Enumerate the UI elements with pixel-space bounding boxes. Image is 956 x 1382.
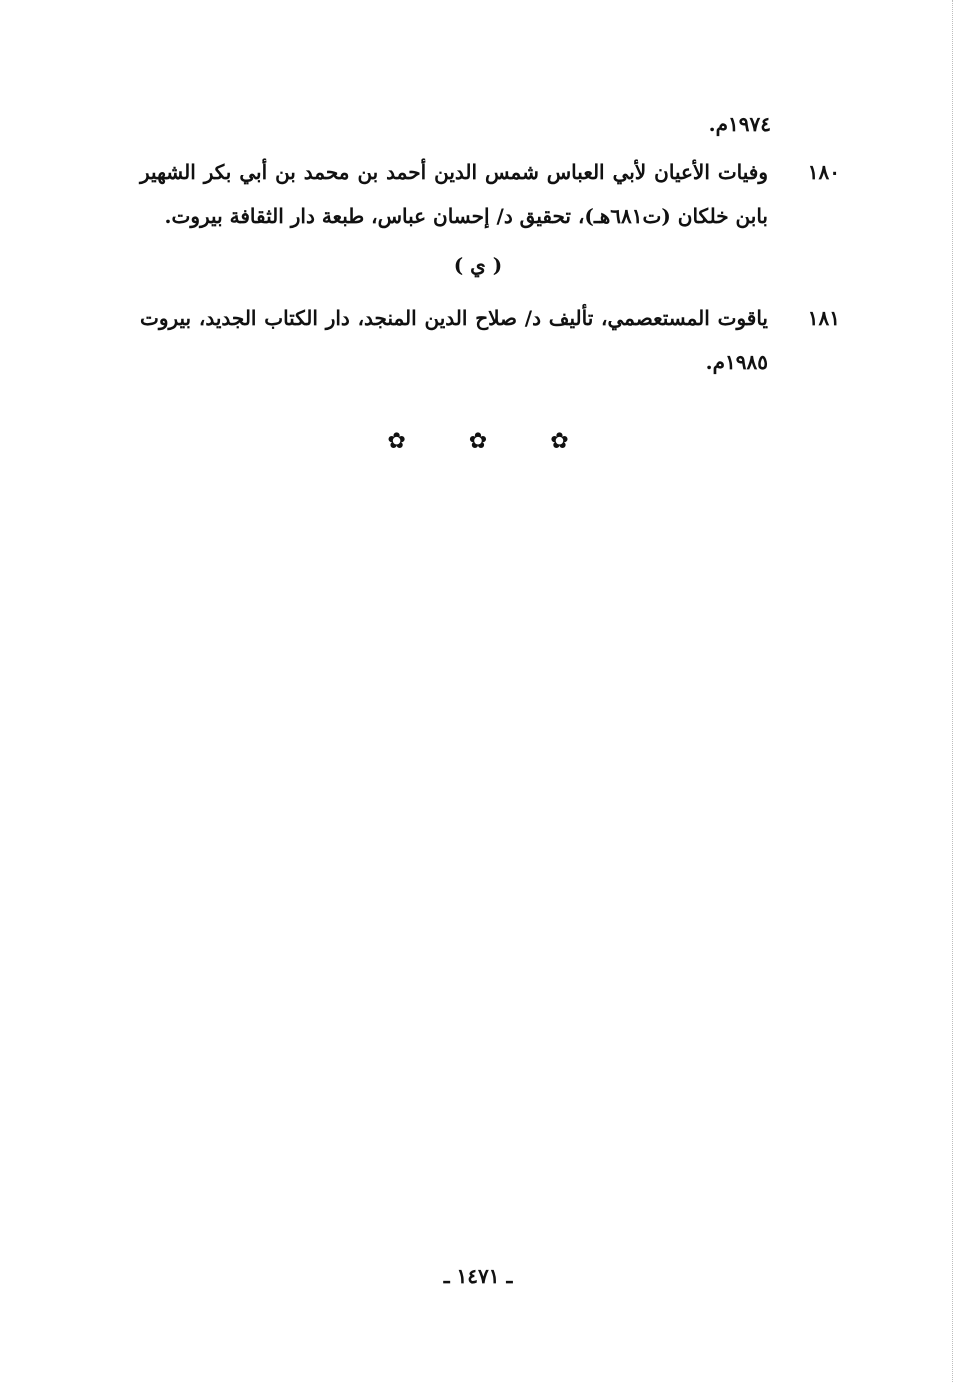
flower-ornament-icon: ✿ [387,429,406,454]
page-number: ـ ١٤٧١ ـ [443,1264,513,1288]
continuation-line: ١٩٧٤م. [708,112,771,136]
flower-ornament-icon: ✿ [550,429,569,454]
entry-text: ياقوت المستعصمي، تأليف د/ صلاح الدين المنجد، دار الكتاب الجديد، بيروت ١٩٨٥م. [140,306,768,374]
flower-ornament-icon: ✿ [468,429,488,454]
entry-number: ١٨٠ [807,160,840,184]
section-heading-letter: ( ي ) [453,253,503,277]
entry-text: وفيات الأعيان لأبي العباس شمس الدين أحمد بن محمد بن أبي بكر الشهير بابن خلكان (ت٦٨١هـ)، تحقيق د/ إحسان عباس، طبعة دار الثقافة بيروت. [140,160,768,228]
section-end-ornaments [0,429,956,454]
bibliography-entry [140,150,840,238]
entry-number: ١٨١ [807,306,840,330]
bibliography-entry [140,296,840,384]
page-edge-dotted-line [952,0,954,1382]
